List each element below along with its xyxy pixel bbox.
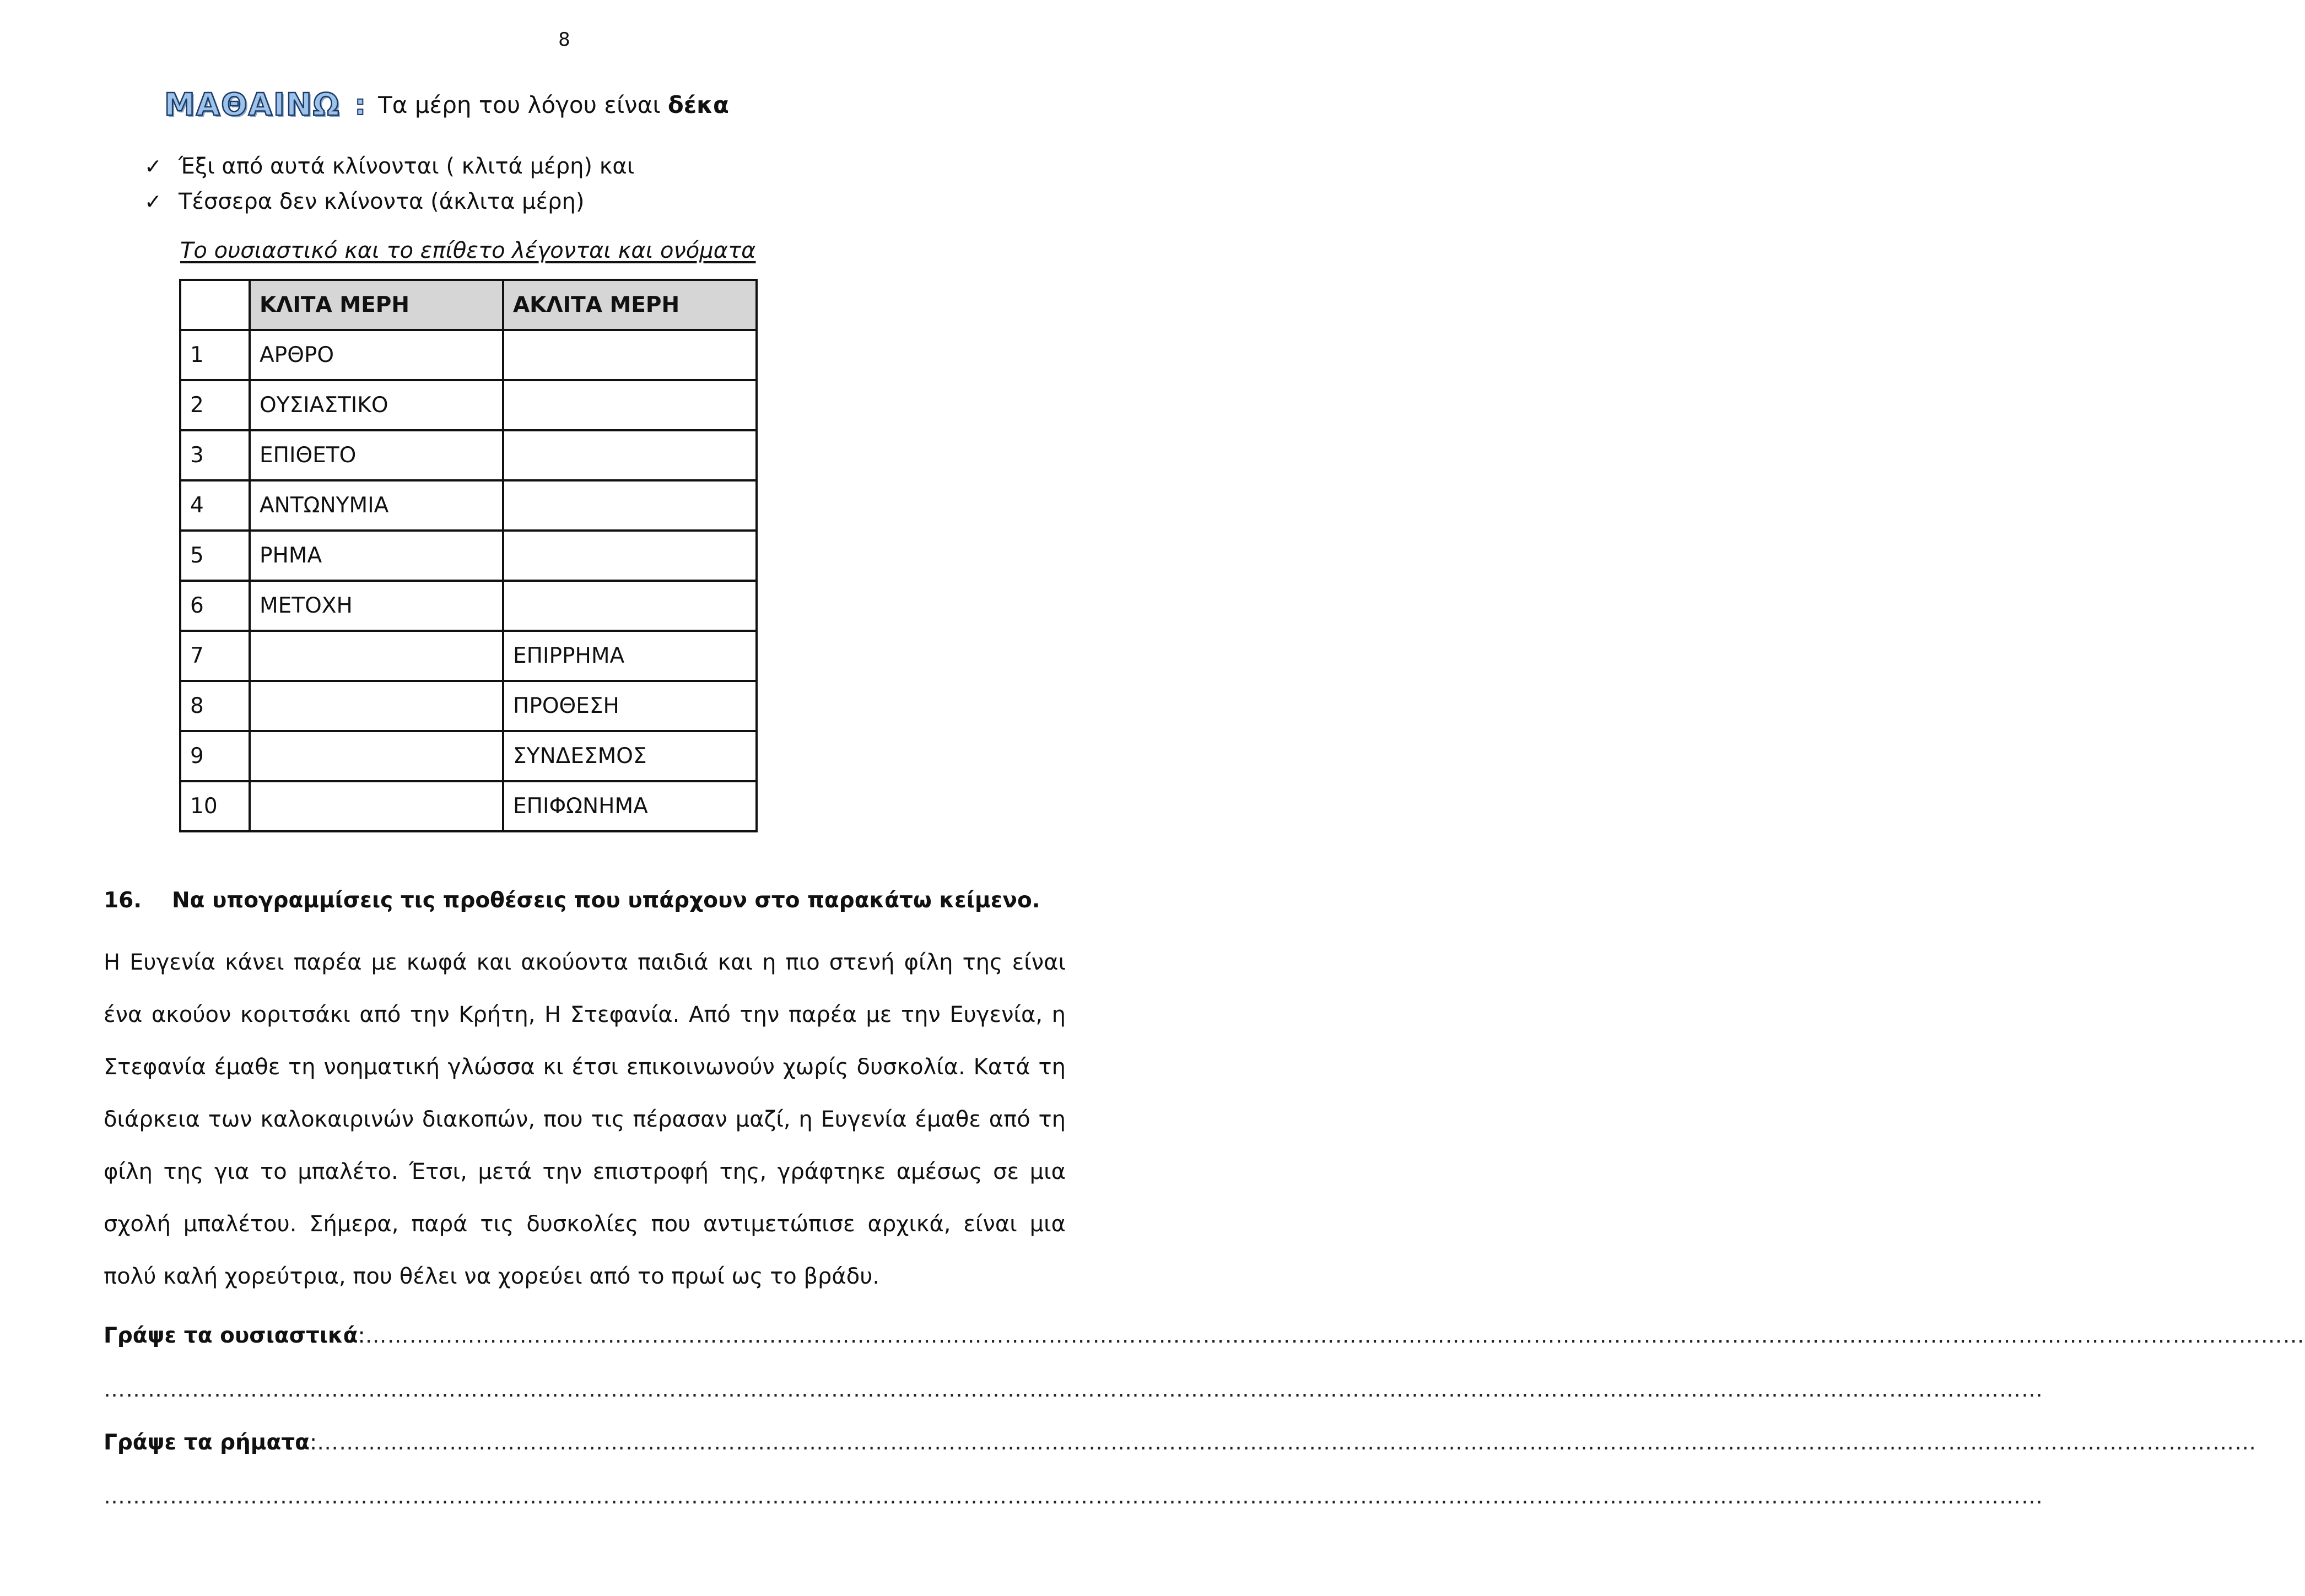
learn-text xyxy=(378,91,729,118)
row-number-cell: 3 xyxy=(180,430,250,480)
row-number-cell: 6 xyxy=(180,581,250,631)
learn-text-plain: Τα μέρη του λόγου είναι xyxy=(378,91,668,118)
inflected-part-cell xyxy=(250,681,503,731)
verbs-answer-line-2[interactable] xyxy=(104,1484,2043,1509)
table-body xyxy=(180,330,757,831)
table-row xyxy=(180,330,757,380)
table-row xyxy=(180,731,757,781)
uninflected-part-cell xyxy=(503,380,757,430)
row-number-cell: 7 xyxy=(180,631,250,681)
check-list xyxy=(144,149,634,219)
verbs-label: Γράψε τα ρήματα xyxy=(104,1430,310,1455)
table-row xyxy=(180,581,757,631)
nouns-colon: : xyxy=(358,1323,365,1348)
list-item-text: Τέσσερα δεν κλίνοντα (άκλιτα μέρη) xyxy=(179,189,585,214)
inflected-part-cell xyxy=(250,631,503,681)
verbs-dots: ………………………………………………………………………………………………………………………………………………………………………………………………………………………………………… xyxy=(317,1430,2257,1455)
exercise-number: 16. xyxy=(104,888,142,913)
table-header-row xyxy=(180,280,757,330)
table-row xyxy=(180,430,757,480)
nouns-dots: ………………………………………………………………………………………………………………………………………………………………………………………………………………………………………… xyxy=(365,1323,2305,1348)
uninflected-part-cell xyxy=(503,581,757,631)
row-number-cell: 2 xyxy=(180,380,250,430)
header-cell-inflected: ΚΛΙΤΑ ΜΕΡΗ xyxy=(250,280,503,330)
parts-of-speech-table xyxy=(179,279,758,832)
uninflected-part-cell xyxy=(503,531,757,581)
row-number-cell: 8 xyxy=(180,681,250,731)
uninflected-part-cell: ΕΠΙΡΡΗΜΑ xyxy=(503,631,757,681)
page-number: 8 xyxy=(558,29,570,51)
list-item-text: Έξι από αυτά κλίνονται ( κλιτά μέρη) και xyxy=(179,154,635,179)
row-number-cell: 10 xyxy=(180,781,250,831)
row-number-cell: 5 xyxy=(180,531,250,581)
verbs-answer-line[interactable] xyxy=(104,1430,2257,1455)
row-number-cell: 9 xyxy=(180,731,250,781)
nouns-dots-2: ………………………………………………………………………………………………………………………………………………………………………………………………………………………………………… xyxy=(104,1377,2043,1402)
table-row xyxy=(180,631,757,681)
inflected-part-cell xyxy=(250,731,503,781)
names-note: Το ουσιαστικό και το επίθετο λέγονται και ονόματα xyxy=(180,238,756,263)
table-row xyxy=(180,681,757,731)
uninflected-part-cell: ΣΥΝΔΕΣΜΟΣ xyxy=(503,731,757,781)
row-number-cell: 1 xyxy=(180,330,250,380)
check-icon: ✓ xyxy=(144,190,162,214)
inflected-part-cell: ΜΕΤΟΧΗ xyxy=(250,581,503,631)
table-row xyxy=(180,380,757,430)
table-row xyxy=(180,480,757,531)
inflected-part-cell: ΕΠΙΘΕΤΟ xyxy=(250,430,503,480)
verbs-colon: : xyxy=(309,1430,317,1455)
uninflected-part-cell xyxy=(503,480,757,531)
inflected-part-cell: ΑΡΘΡΟ xyxy=(250,330,503,380)
header-cell-number xyxy=(180,280,250,330)
uninflected-part-cell: ΠΡΟΘΕΣΗ xyxy=(503,681,757,731)
inflected-part-cell xyxy=(250,781,503,831)
learn-heading xyxy=(164,87,729,123)
inflected-part-cell: ΑΝΤΩΝΥΜΙΑ xyxy=(250,480,503,531)
row-number-cell: 4 xyxy=(180,480,250,531)
uninflected-part-cell xyxy=(503,330,757,380)
learn-colon: : xyxy=(354,88,366,122)
passage-text: Η Ευγενία κάνει παρέα με κωφά και ακούοντα παιδιά και η πιο στενή φίλη της είναι ένα ακούον κοριτσάκι από την Κρήτη, Η Στεφανία. Από την παρέα με την Ευγενία, η Στεφανία έμαθε τη νοηματική γλώσσα κι έτσι επικοινωνούν χωρίς δυσκολία. Κατά τη διάρκεια των καλοκαιρινών διακοπών, που τις πέρασαν μαζί, η Ευγενία έμαθε από τη φίλη της για το μπαλέτο. Έτσι, μετά την επιστροφή της, γράφτηκε αμέσως σε μια σχολή μπαλέτου. Σήμερα, παρά τις δυσκολίες που αντιμετώπισε αρχικά, είναι μια πολύ καλή χορεύτρια, που θέλει να χορεύει από το πρωί ως το βράδυ. xyxy=(104,950,1066,1289)
verbs-dots-2: ………………………………………………………………………………………………………………………………………………………………………………………………………………………………………… xyxy=(104,1484,2043,1509)
uninflected-part-cell xyxy=(503,430,757,480)
nouns-answer-line[interactable] xyxy=(104,1323,2305,1348)
nouns-answer-line-2[interactable] xyxy=(104,1377,2043,1402)
list-item xyxy=(144,184,634,219)
list-item xyxy=(144,149,634,184)
check-icon: ✓ xyxy=(144,154,162,178)
exercise-instruction: Να υπογραμμίσεις τις προθέσεις που υπάρχουν στο παρακάτω κείμενο. xyxy=(172,888,1040,913)
inflected-part-cell: ΟΥΣΙΑΣΤΙΚΟ xyxy=(250,380,503,430)
inflected-part-cell: ΡΗΜΑ xyxy=(250,531,503,581)
header-cell-uninflected: ΑΚΛΙΤΑ ΜΕΡΗ xyxy=(503,280,757,330)
table-row xyxy=(180,781,757,831)
uninflected-part-cell: ΕΠΙΦΩΝΗΜΑ xyxy=(503,781,757,831)
table-row xyxy=(180,531,757,581)
learn-text-bold: δέκα xyxy=(667,91,729,118)
learn-title: ΜΑΘΑΙΝΩ xyxy=(164,87,341,123)
exercise-title xyxy=(104,888,1040,913)
nouns-label: Γράψε τα ουσιαστικά xyxy=(104,1323,358,1348)
